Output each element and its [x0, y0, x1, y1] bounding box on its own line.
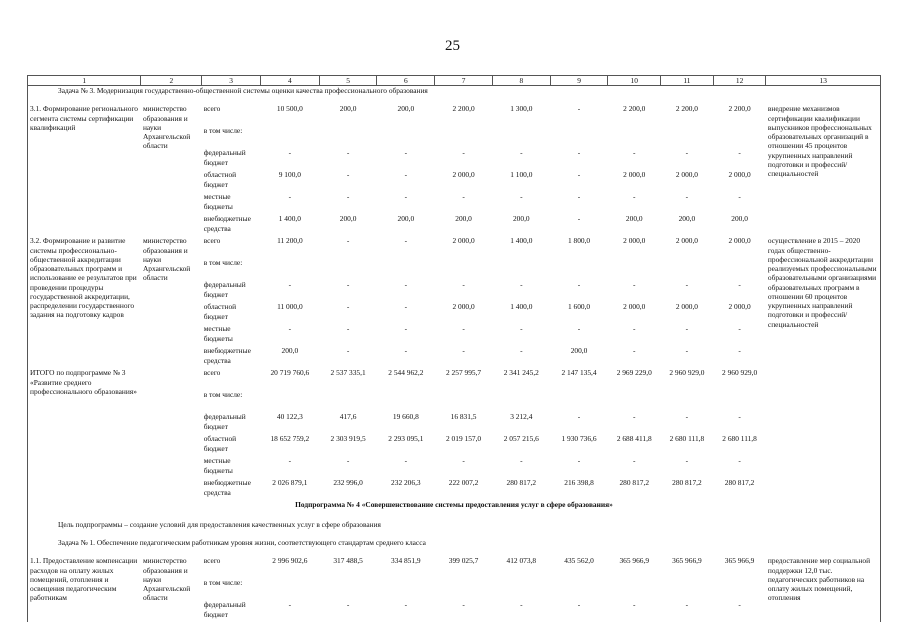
amount-cell: -: [685, 600, 689, 610]
amount-cell: [377, 126, 435, 148]
amount-cell: 334 851,9: [391, 556, 421, 566]
amount-cell: -: [404, 324, 408, 334]
amount-cell: [608, 126, 661, 148]
amount-cell: 16 831,5: [450, 412, 477, 422]
amount-cell: 2 969 229,0: [616, 368, 652, 378]
amount-cell: -: [520, 324, 523, 334]
amount-cell: 2 000,0: [675, 302, 698, 312]
column-number: 1: [28, 76, 141, 86]
amount-cell: -: [738, 412, 741, 422]
amount-cell: 11 000,0: [277, 302, 303, 312]
amount-cell: [319, 390, 377, 412]
amount-cell: 2 000,0: [728, 170, 751, 180]
amount-cell: 365 966,9: [724, 556, 755, 566]
amount-cell: -: [462, 600, 465, 610]
amount-cell: 2 019 157,0: [446, 434, 482, 444]
amount-cell: -: [577, 600, 581, 610]
amount-cell: 200,0: [339, 214, 357, 224]
column-number: 13: [766, 76, 881, 86]
amount-cell: -: [346, 170, 350, 180]
amount-cell: 280 817,2: [506, 478, 537, 488]
amount-cell: [550, 258, 608, 280]
amount-cell: [260, 258, 319, 280]
amount-cell: 317 488,5: [333, 556, 363, 566]
amount-cell: 200,0: [281, 346, 299, 356]
amount-cell: 280 817,2: [672, 478, 702, 488]
amount-cell: 2 000,0: [623, 236, 646, 246]
amount-cell: 2 000,0: [728, 236, 751, 246]
amount-cell: 200,0: [455, 214, 472, 224]
amount-cell: 216 398,8: [564, 478, 594, 488]
amount-cell: -: [633, 192, 636, 202]
amount-cell: -: [346, 302, 350, 312]
amount-cell: [661, 578, 714, 600]
funding-source-label: всего: [203, 556, 221, 566]
amount-cell: 222 007,2: [448, 478, 479, 488]
amount-cell: -: [633, 324, 636, 334]
amount-cell: -: [462, 324, 465, 334]
column-number: 12: [713, 76, 766, 86]
column-number: 9: [550, 76, 608, 86]
table-row: [28, 236, 881, 258]
amount-cell: 2 147 135,4: [561, 368, 597, 378]
budget-table: [27, 75, 881, 622]
column-number: 8: [492, 76, 550, 86]
amount-cell: -: [520, 192, 523, 202]
amount-cell: -: [577, 412, 581, 422]
amount-cell: 2 000,0: [623, 302, 646, 312]
amount-cell: 2 026 879,1: [272, 478, 308, 488]
amount-cell: -: [346, 148, 350, 158]
amount-cell: -: [577, 456, 581, 466]
amount-cell: -: [404, 600, 408, 610]
amount-cell: 200,0: [731, 214, 748, 224]
amount-cell: -: [346, 192, 350, 202]
amount-cell: 2 257 995,7: [446, 368, 482, 378]
amount-cell: -: [520, 346, 523, 356]
subprogram-heading: Подпрограмма № 4 «Совершенствование системы предоставления услуг в сфере образования»: [28, 500, 881, 520]
amount-cell: -: [577, 192, 581, 202]
amount-cell: 2 000,0: [623, 170, 646, 180]
amount-cell: -: [577, 214, 581, 224]
amount-cell: 2 000,0: [452, 302, 475, 312]
amount-cell: -: [346, 236, 350, 246]
amount-cell: [435, 126, 493, 148]
funding-source-label: всего: [203, 104, 221, 114]
funding-source-label: в том числе:: [203, 126, 243, 136]
funding-source-label: внебюджетные средства: [203, 478, 251, 497]
amount-cell: [319, 126, 377, 148]
amount-cell: 2 200,0: [675, 104, 698, 114]
amount-cell: [377, 258, 435, 280]
table-row: [28, 104, 881, 126]
amount-cell: -: [462, 280, 465, 290]
amount-cell: 200,0: [570, 346, 588, 356]
funding-source-label: местные бюджеты: [203, 192, 233, 211]
amount-cell: 2 303 919,5: [330, 434, 366, 444]
amount-cell: -: [685, 148, 689, 158]
table-row: [28, 556, 881, 578]
executor: министерство образования и науки Архангельской области: [142, 104, 191, 151]
funding-source-label: внебюджетные средства: [203, 346, 251, 365]
amount-cell: -: [685, 412, 689, 422]
amount-cell: -: [633, 148, 636, 158]
funding-source-label: местные бюджеты: [203, 456, 233, 475]
amount-cell: [608, 578, 661, 600]
amount-cell: -: [346, 280, 350, 290]
column-number: 3: [202, 76, 261, 86]
amount-cell: 200,0: [512, 214, 530, 224]
funding-source-label: областной бюджет: [203, 170, 237, 189]
amount-cell: -: [577, 148, 581, 158]
amount-cell: 2 000,0: [452, 236, 475, 246]
funding-source-label: федеральный бюджет: [203, 412, 246, 431]
amount-cell: [377, 390, 435, 412]
amount-cell: -: [520, 456, 523, 466]
amount-cell: 1 600,0: [567, 302, 591, 312]
amount-cell: [260, 126, 319, 148]
activity-name: 3.1. Формирование регионального сегмента системы сертификации квалификаций: [28, 104, 141, 236]
amount-cell: -: [685, 456, 689, 466]
amount-cell: -: [577, 104, 581, 114]
amount-cell: 40 122,3: [276, 412, 303, 422]
amount-cell: 19 660,8: [392, 412, 419, 422]
executor: министерство образования и науки Архангельской области: [142, 556, 191, 603]
column-number: 11: [661, 76, 714, 86]
amount-cell: [713, 390, 766, 412]
amount-cell: 2 537 335,1: [330, 368, 366, 378]
column-number: 5: [319, 76, 377, 86]
amount-cell: -: [685, 192, 689, 202]
funding-source-label: федеральный бюджет: [203, 600, 246, 619]
page-number: 25: [445, 38, 460, 54]
amount-cell: 365 966,9: [619, 556, 650, 566]
amount-cell: 2 293 095,1: [388, 434, 424, 444]
amount-cell: 2 960 929,0: [669, 368, 705, 378]
task-heading: Задача № 3. Модернизация государственно-общественной системы оценки качества профессионального образования: [28, 86, 881, 105]
amount-cell: [435, 390, 493, 412]
amount-cell: -: [288, 600, 292, 610]
executor: министерство образования и науки Архангельской области: [142, 236, 191, 283]
table-row: [28, 368, 881, 390]
funding-source-label: в том числе:: [203, 258, 243, 268]
amount-cell: [661, 258, 714, 280]
amount-cell: 2 996 902,6: [272, 556, 308, 566]
amount-cell: [377, 578, 435, 600]
amount-cell: [319, 258, 377, 280]
amount-cell: [492, 578, 550, 600]
activity-name: ИТОГО по подпрограмме № 3 «Развитие среднего профессионального образования»: [28, 368, 141, 500]
amount-cell: -: [346, 324, 350, 334]
amount-cell: 280 817,2: [724, 478, 755, 488]
amount-cell: 2 200,0: [623, 104, 646, 114]
funding-source-label: в том числе:: [203, 578, 243, 588]
amount-cell: 417,6: [339, 412, 357, 422]
amount-cell: 9 100,0: [278, 170, 301, 180]
amount-cell: [713, 126, 766, 148]
amount-cell: -: [577, 170, 581, 180]
amount-cell: -: [346, 456, 350, 466]
amount-cell: 200,0: [678, 214, 696, 224]
amount-cell: 2 200,0: [728, 104, 751, 114]
amount-cell: 2 000,0: [452, 170, 475, 180]
amount-cell: -: [288, 324, 292, 334]
amount-cell: 2 680 111,8: [669, 434, 705, 444]
amount-cell: [550, 578, 608, 600]
amount-cell: 2 960 929,0: [722, 368, 758, 378]
amount-cell: -: [346, 600, 350, 610]
amount-cell: -: [685, 324, 689, 334]
amount-cell: 200,0: [397, 104, 415, 114]
expected-result: [766, 368, 881, 500]
amount-cell: 200,0: [397, 214, 415, 224]
amount-cell: -: [288, 280, 292, 290]
funding-source-label: в том числе:: [203, 390, 243, 400]
expected-result: внедрение механизмов сертификации квалификации выпускников профессиональных образовательных организаций в отношении 45 процентов укрупненных направлений подготовки и профессий/ специальностей: [766, 104, 881, 236]
amount-cell: 412 073,8: [506, 556, 537, 566]
amount-cell: [492, 390, 550, 412]
amount-cell: 2 200,0: [452, 104, 475, 114]
column-number: 6: [377, 76, 435, 86]
amount-cell: 11 200,0: [277, 236, 303, 246]
amount-cell: [319, 578, 377, 600]
amount-cell: -: [404, 346, 408, 356]
column-number-row: [28, 76, 881, 86]
funding-source-label: всего: [203, 236, 221, 246]
amount-cell: -: [462, 456, 465, 466]
amount-cell: -: [404, 236, 408, 246]
amount-cell: [713, 578, 766, 600]
amount-cell: -: [577, 280, 581, 290]
amount-cell: 200,0: [339, 104, 357, 114]
amount-cell: -: [520, 280, 523, 290]
amount-cell: -: [685, 346, 689, 356]
amount-cell: [713, 258, 766, 280]
amount-cell: [550, 126, 608, 148]
funding-source-label: федеральный бюджет: [203, 148, 246, 167]
amount-cell: 1 930 736,6: [561, 434, 597, 444]
amount-cell: 232 206,3: [391, 478, 421, 488]
amount-cell: 435 562,0: [564, 556, 594, 566]
amount-cell: -: [633, 600, 636, 610]
amount-cell: [492, 126, 550, 148]
amount-cell: -: [633, 346, 636, 356]
amount-cell: -: [577, 324, 581, 334]
amount-cell: [661, 126, 714, 148]
amount-cell: 2 057 215,6: [503, 434, 539, 444]
amount-cell: -: [346, 346, 350, 356]
amount-cell: 2 688 411,8: [616, 434, 652, 444]
amount-cell: [435, 258, 493, 280]
amount-cell: -: [520, 148, 523, 158]
amount-cell: -: [738, 324, 741, 334]
amount-cell: -: [633, 412, 636, 422]
amount-cell: 280 817,2: [619, 478, 650, 488]
amount-cell: -: [738, 280, 741, 290]
amount-cell: -: [404, 456, 408, 466]
expected-result: осуществление в 2015 – 2020 годах общественно-профессиональной аккредитации реализуемых профессиональными образовательными организациями образовательных программ в отношении 60 процентов укрупненных направлений подготовки и профессий/ специальностей: [766, 236, 881, 368]
funding-source-label: внебюджетные средства: [203, 214, 251, 233]
amount-cell: 1 800,0: [567, 236, 591, 246]
amount-cell: 399 025,7: [448, 556, 479, 566]
amount-cell: [550, 390, 608, 412]
subprogram-goal: Цель подпрограммы – создание условий для предоставления качественных услуг в сфере образования: [28, 520, 881, 538]
amount-cell: 2 000,0: [675, 236, 698, 246]
column-number: 10: [608, 76, 661, 86]
amount-cell: [608, 258, 661, 280]
amount-cell: -: [633, 280, 636, 290]
funding-source-label: местные бюджеты: [203, 324, 233, 343]
amount-cell: -: [462, 192, 465, 202]
amount-cell: -: [404, 148, 408, 158]
amount-cell: 1 300,0: [510, 104, 533, 114]
amount-cell: -: [738, 456, 741, 466]
executor: [141, 368, 202, 500]
amount-cell: 1 100,0: [510, 170, 533, 180]
amount-cell: -: [738, 148, 741, 158]
amount-cell: 2 000,0: [675, 170, 698, 180]
amount-cell: -: [404, 280, 408, 290]
amount-cell: 20 719 760,6: [270, 368, 310, 378]
amount-cell: 1 400,0: [278, 214, 301, 224]
amount-cell: -: [288, 456, 292, 466]
task-heading: Задача № 1. Обеспечение педагогическим работникам уровня жизни, соответствующего стандартам среднего класса: [28, 538, 881, 556]
amount-cell: -: [520, 600, 523, 610]
funding-source-label: всего: [203, 368, 221, 378]
amount-cell: [260, 578, 319, 600]
column-number: 4: [260, 76, 319, 86]
amount-cell: [492, 258, 550, 280]
amount-cell: 200,0: [625, 214, 643, 224]
amount-cell: 10 500,0: [276, 104, 303, 114]
amount-cell: [435, 578, 493, 600]
amount-cell: 18 652 759,2: [270, 434, 310, 444]
amount-cell: 365 966,9: [672, 556, 702, 566]
amount-cell: 2 341 245,2: [503, 368, 539, 378]
amount-cell: 2 544 962,2: [388, 368, 424, 378]
funding-source-label: областной бюджет: [203, 434, 237, 453]
amount-cell: -: [462, 346, 465, 356]
amount-cell: 1 400,0: [510, 236, 533, 246]
amount-cell: -: [462, 148, 465, 158]
funding-source-label: областной бюджет: [203, 302, 237, 321]
column-number: 7: [435, 76, 493, 86]
amount-cell: -: [633, 456, 636, 466]
amount-cell: -: [685, 280, 689, 290]
column-number: 2: [141, 76, 202, 86]
amount-cell: 2 000,0: [728, 302, 751, 312]
amount-cell: [661, 390, 714, 412]
amount-cell: -: [404, 170, 408, 180]
expected-result: предоставление мер социальной поддержки 12,0 тыс. педагогических работников на оплату жилых помещений, отопления: [766, 556, 881, 622]
funding-source-label: федеральный бюджет: [203, 280, 246, 299]
amount-cell: 2 680 111,8: [722, 434, 757, 444]
amount-cell: -: [404, 302, 408, 312]
amount-cell: [608, 390, 661, 412]
amount-cell: [260, 390, 319, 412]
activity-name: 1.1. Предоставление компенсации расходов на оплату жилых помещений, отопления и освещения педагогическим работникам: [28, 556, 141, 622]
amount-cell: 1 400,0: [510, 302, 533, 312]
amount-cell: -: [288, 148, 292, 158]
amount-cell: 232 996,0: [333, 478, 363, 488]
amount-cell: 3 212,4: [510, 412, 533, 422]
amount-cell: -: [738, 600, 741, 610]
amount-cell: -: [738, 192, 741, 202]
activity-name: 3.2. Формирование и развитие системы профессионально-общественной аккредитации образовательных программ и использование ее результатов при проведении процедуры государственной аккредитации, распределении государственного задания на подготовку кадров: [28, 236, 141, 368]
amount-cell: -: [404, 192, 408, 202]
amount-cell: -: [738, 346, 741, 356]
amount-cell: -: [288, 192, 292, 202]
